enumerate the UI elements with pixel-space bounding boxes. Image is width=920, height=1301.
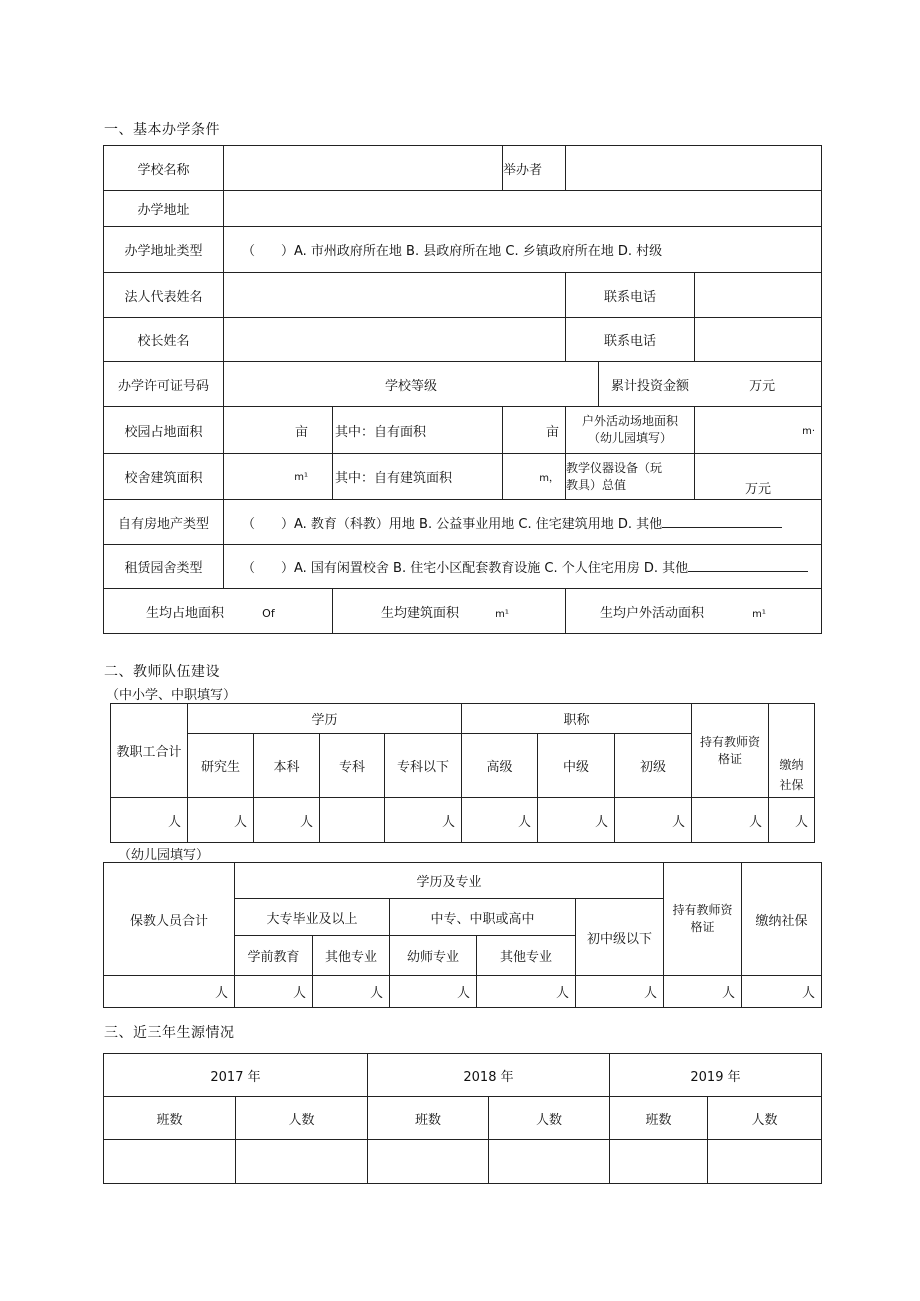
title-col-middle: 中级 bbox=[538, 734, 615, 798]
per-building-cell[interactable] bbox=[333, 589, 566, 634]
care-total-label: 保教人员合计 bbox=[104, 863, 235, 976]
lease-type-text: （ ）A. 国有闲置校舍 B. 住宅小区配套教育设施 C. 个人住宅用房 D. 其他 bbox=[242, 561, 689, 576]
cert-header-line2: 格证 bbox=[718, 751, 743, 766]
lease-type-label: 租赁园舍类型 bbox=[104, 545, 224, 589]
outdoor-area-label-line1: 户外活动场地面积 bbox=[581, 414, 678, 428]
principal-label: 校长姓名 bbox=[104, 318, 224, 362]
below-junior-value[interactable]: 人 bbox=[576, 976, 664, 1008]
address-label: 办学地址 bbox=[104, 191, 224, 227]
investment-cell[interactable] bbox=[599, 362, 822, 407]
insurance-header bbox=[769, 704, 815, 798]
insurance-value[interactable]: 人 bbox=[769, 798, 815, 843]
own-area-label: 其中：自有面积 bbox=[333, 407, 503, 454]
investment-unit: 万元 bbox=[749, 378, 776, 394]
cert2-value[interactable]: 人 bbox=[664, 976, 742, 1008]
per-land-cell[interactable] bbox=[104, 589, 333, 634]
land-unit: 亩 bbox=[294, 424, 308, 440]
classes-2019-field[interactable] bbox=[610, 1140, 708, 1184]
title-header: 职称 bbox=[462, 704, 692, 734]
staff-total-value[interactable]: 人 bbox=[111, 798, 188, 843]
students-2017-header: 人数 bbox=[236, 1097, 368, 1140]
outdoor-area-label-line2: （幼儿园填写） bbox=[587, 431, 672, 445]
insurance2-header: 缴纳社保 bbox=[742, 863, 822, 976]
phone2-field[interactable] bbox=[695, 318, 822, 362]
property-other-blank[interactable] bbox=[662, 517, 782, 528]
cert-header-line1: 持有教师资 bbox=[700, 734, 761, 749]
per-building-unit: m¹ bbox=[495, 608, 509, 620]
principal-field[interactable] bbox=[224, 318, 566, 362]
property-type-text: （ ）A. 教育（科教）用地 B. 公益事业用地 C. 住宅建筑用地 D. 其他 bbox=[242, 516, 663, 532]
investment-label: 累计投资金额 bbox=[611, 378, 690, 394]
own-building-field[interactable] bbox=[503, 454, 566, 500]
legal-rep-field[interactable] bbox=[224, 273, 566, 318]
middle-value[interactable]: 人 bbox=[538, 798, 615, 843]
school-name-label: 学校名称 bbox=[104, 146, 224, 191]
cert2-header-line2: 格证 bbox=[690, 920, 715, 934]
outdoor-area-label bbox=[566, 407, 695, 454]
secondary-other-major-header: 其他专业 bbox=[477, 936, 576, 976]
phone2-label: 联系电话 bbox=[566, 318, 695, 362]
bachelor-value[interactable]: 人 bbox=[254, 798, 320, 843]
section2-heading: 二、教师队伍建设 bbox=[104, 664, 220, 680]
title-col-junior: 初级 bbox=[615, 734, 692, 798]
own-area-field[interactable] bbox=[503, 407, 566, 454]
per-outdoor-label: 生均户外活动面积 bbox=[600, 605, 705, 621]
junior-value[interactable]: 人 bbox=[615, 798, 692, 843]
section1-heading: 一、基本办学条件 bbox=[104, 122, 220, 138]
kindergarten-note: （幼儿园填写） bbox=[118, 848, 210, 863]
school-name-field[interactable] bbox=[224, 146, 503, 191]
classes-2017-field[interactable] bbox=[104, 1140, 236, 1184]
address-type-options[interactable]: （ ）A. 市州政府所在地 B. 县政府所在地 C. 乡镇政府所在地 D. 村级 bbox=[224, 227, 822, 273]
insurance-header-line2: 社保 bbox=[779, 778, 804, 792]
cert2-header-line1: 持有教师资 bbox=[672, 903, 733, 917]
cert2-header bbox=[664, 863, 742, 976]
insurance-header-line1: 缴纳 bbox=[779, 758, 804, 772]
insurance2-value[interactable]: 人 bbox=[742, 976, 822, 1008]
address-type-label: 办学地址类型 bbox=[104, 227, 224, 273]
cert-header bbox=[692, 704, 769, 798]
college-header: 大专毕业及以上 bbox=[235, 899, 390, 936]
equipment-label-line1: 教学仪器设备（玩 bbox=[566, 460, 663, 475]
legal-rep-label: 法人代表姓名 bbox=[104, 273, 224, 318]
below-junior-header: 初中级以下 bbox=[576, 899, 664, 976]
edu-col-college: 专科 bbox=[320, 734, 385, 798]
building-unit: m¹ bbox=[294, 472, 308, 483]
classes-2018-header: 班数 bbox=[368, 1097, 489, 1140]
edu-col-graduate: 研究生 bbox=[188, 734, 254, 798]
secondary-header: 中专、中职或高中 bbox=[390, 899, 576, 936]
school-note: （中小学、中职填写） bbox=[106, 688, 237, 703]
kindergarten-teacher-value[interactable]: 人 bbox=[390, 976, 477, 1008]
per-land-label: 生均占地面积 bbox=[146, 605, 225, 621]
preschool-edu-header: 学前教育 bbox=[235, 936, 313, 976]
enrollment-table bbox=[103, 1053, 822, 1184]
college-other-major-header: 其他专业 bbox=[313, 936, 390, 976]
address-field[interactable] bbox=[224, 191, 822, 227]
care-total-value[interactable]: 人 bbox=[104, 976, 235, 1008]
equipment-label bbox=[566, 454, 695, 500]
property-type-label: 自有房地产类型 bbox=[104, 500, 224, 545]
land-area-field[interactable] bbox=[224, 407, 333, 454]
staff-total-label: 教职工合计 bbox=[111, 704, 188, 798]
students-2018-header: 人数 bbox=[489, 1097, 610, 1140]
cert-value[interactable]: 人 bbox=[692, 798, 769, 843]
below-college-value[interactable]: 人 bbox=[385, 798, 462, 843]
students-2019-field[interactable] bbox=[708, 1140, 822, 1184]
students-2018-field[interactable] bbox=[489, 1140, 610, 1184]
college-other-value[interactable]: 人 bbox=[313, 976, 390, 1008]
own-building-unit: m， bbox=[539, 472, 559, 484]
license-label: 办学许可证号码 bbox=[104, 362, 224, 407]
per-outdoor-unit: m¹ bbox=[752, 608, 766, 620]
outdoor-area-field[interactable] bbox=[695, 407, 822, 454]
teacher-table-school bbox=[110, 703, 815, 843]
lease-type-options[interactable] bbox=[224, 545, 822, 589]
equipment-label-line2: 教具）总值 bbox=[566, 477, 627, 492]
students-2017-field[interactable] bbox=[236, 1140, 368, 1184]
edu-col-below-college: 专科以下 bbox=[385, 734, 462, 798]
property-type-options[interactable] bbox=[224, 500, 822, 545]
teacher-table-kindergarten bbox=[103, 862, 822, 1008]
equipment-unit: 万元 bbox=[745, 482, 772, 497]
graduate-value[interactable]: 人 bbox=[188, 798, 254, 843]
own-area-unit: 亩 bbox=[545, 424, 559, 440]
preschool-edu-value[interactable]: 人 bbox=[235, 976, 313, 1008]
phone1-field[interactable] bbox=[695, 273, 822, 318]
title-col-senior: 高级 bbox=[462, 734, 538, 798]
section3-heading: 三、近三年生源情况 bbox=[104, 1025, 235, 1041]
year-2018-header: 2018 年 bbox=[368, 1054, 610, 1097]
college-value[interactable] bbox=[320, 798, 385, 843]
per-outdoor-cell[interactable] bbox=[566, 589, 822, 634]
education-header: 学历 bbox=[188, 704, 462, 734]
students-2019-header: 人数 bbox=[708, 1097, 822, 1140]
kindergarten-teacher-major-header: 幼师专业 bbox=[390, 936, 477, 976]
own-building-label: 其中：自有建筑面积 bbox=[333, 454, 503, 500]
senior-value[interactable]: 人 bbox=[462, 798, 538, 843]
edu-col-bachelor: 本科 bbox=[254, 734, 320, 798]
grade-label: 学校等级 bbox=[224, 362, 599, 407]
edu-major-header: 学历及专业 bbox=[235, 863, 664, 899]
basic-conditions-table bbox=[103, 145, 822, 634]
building-area-field[interactable] bbox=[224, 454, 333, 500]
phone1-label: 联系电话 bbox=[566, 273, 695, 318]
organizer-label: 举办者 bbox=[503, 146, 566, 191]
equipment-field[interactable] bbox=[695, 454, 822, 500]
classes-2018-field[interactable] bbox=[368, 1140, 489, 1184]
organizer-field[interactable] bbox=[566, 146, 822, 191]
building-area-label: 校舍建筑面积 bbox=[104, 454, 224, 500]
per-building-label: 生均建筑面积 bbox=[381, 605, 460, 621]
year-2017-header: 2017 年 bbox=[104, 1054, 368, 1097]
secondary-other-value[interactable]: 人 bbox=[477, 976, 576, 1008]
per-land-unit: Of bbox=[262, 606, 275, 620]
year-2019-header: 2019 年 bbox=[610, 1054, 822, 1097]
classes-2017-header: 班数 bbox=[104, 1097, 236, 1140]
land-area-label: 校园占地面积 bbox=[104, 407, 224, 454]
lease-other-blank[interactable] bbox=[688, 561, 808, 572]
outdoor-unit: m· bbox=[802, 425, 816, 437]
classes-2019-header: 班数 bbox=[610, 1097, 708, 1140]
